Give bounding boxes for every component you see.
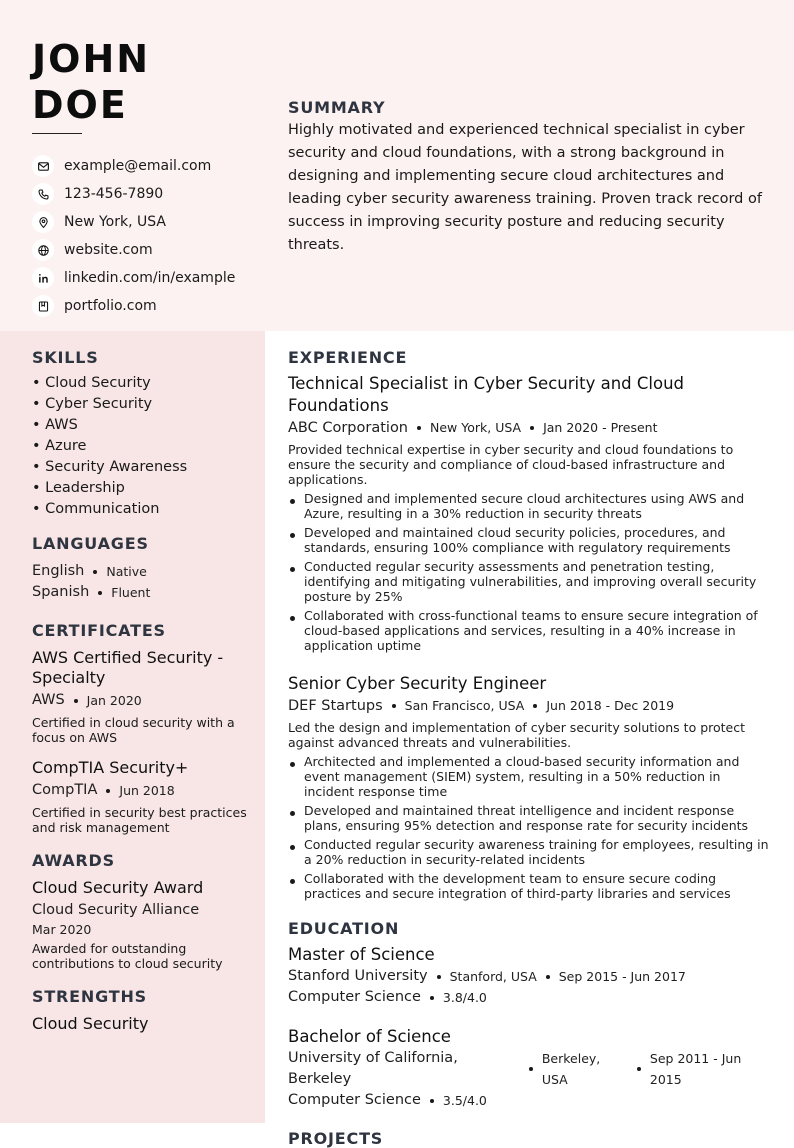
job-company: ABC Corporation: [288, 420, 409, 436]
education-meta: [288, 966, 774, 987]
bullet-item: Developed and maintained cloud security policies, procedures, and standards, ensuring 100% compliance with regulatory requirements: [288, 525, 774, 555]
separator-dot: [546, 975, 550, 979]
globe-icon: [32, 239, 54, 261]
separator-dot: [533, 704, 537, 708]
bullet-item: Architected and implemented a cloud-based security information and event management (SIEM) system, resulting in a 50% reduction in incident response time: [288, 754, 774, 799]
summary-heading: SUMMARY: [288, 98, 386, 117]
candidate-name: JOHN DOE: [32, 37, 151, 127]
projects-heading: PROJECTS: [288, 1129, 384, 1148]
separator-dot: [430, 996, 434, 1000]
language-level: Fluent: [111, 585, 151, 600]
separator-dot: [392, 704, 396, 708]
education-meta: [288, 1048, 774, 1090]
job-meta: [288, 696, 774, 716]
job-location: San Francisco, USA: [404, 698, 525, 713]
education-degree: Bachelor of Science: [288, 1027, 451, 1046]
contact-text: New York, USA: [64, 214, 166, 230]
job-company: DEF Startups: [288, 698, 383, 714]
bullet-item: Conducted regular security awareness training for employees, resulting in a 20% reduction in security-related incidents: [288, 837, 774, 867]
language-item: [32, 582, 247, 603]
bullet-item: Collaborated with the development team to ensure secure coding practices and secure integration of third-party libraries and services: [288, 871, 774, 901]
contact-portfolio[interactable]: [32, 292, 262, 320]
skill-item: • Cloud Security: [32, 375, 151, 391]
bullet-item: Conducted regular security assessments and penetration testing, identifying and mitigating vulnerabilities, and improving overall security posture by 25%: [288, 559, 774, 604]
education-school: University of California, Berkeley: [288, 1050, 458, 1087]
separator-dot: [437, 975, 441, 979]
education-entry: [288, 1026, 774, 1111]
separator-dot: [98, 591, 102, 595]
certificate-meta: [32, 690, 247, 711]
award-item: [32, 878, 247, 971]
skill-item: • Azure: [32, 438, 87, 454]
skill-item: • Leadership: [32, 480, 125, 496]
contact-text: 123-456-7890: [64, 186, 164, 202]
education-gpa: 3.8/4.0: [442, 990, 487, 1005]
contact-phone[interactable]: [32, 180, 262, 208]
job-title: Senior Cyber Security Engineer: [288, 674, 547, 693]
contact-text: linkedin.com/in/example: [64, 270, 236, 286]
education-degree: Master of Science: [288, 945, 435, 964]
separator-dot: [93, 570, 97, 574]
award-organization: Cloud Security Alliance: [32, 902, 200, 918]
location-icon: [32, 211, 54, 233]
language-name: Spanish: [32, 584, 90, 600]
certificate-description: Certified in cloud security with a focus on AWS: [32, 715, 235, 745]
certificates-heading: CERTIFICATES: [32, 621, 166, 640]
contact-text: example@email.com: [64, 158, 212, 174]
contact-location[interactable]: [32, 208, 262, 236]
separator-dot: [74, 699, 78, 703]
contact-list: [32, 152, 262, 320]
contact-linkedin[interactable]: [32, 264, 262, 292]
separator-dot: [430, 1099, 434, 1103]
education-heading: EDUCATION: [288, 919, 400, 938]
skills-list: [32, 373, 247, 520]
language-item: [32, 561, 247, 582]
job-entry: [288, 673, 774, 901]
summary-text: Highly motivated and experienced technical specialist in cyber security and cloud foundations, with a strong background in designing and implementing secure cloud architectures and leading cyber security awareness training. Proven track record of success in improving security posture and reducing security threats.: [288, 122, 762, 253]
strengths-heading: STRENGTHS: [32, 987, 147, 1006]
job-bullets: [288, 491, 774, 653]
job-bullets: [288, 754, 774, 901]
linkedin-icon: [32, 267, 54, 289]
separator-dot: [106, 789, 110, 793]
contact-website[interactable]: [32, 236, 262, 264]
education-entry: [288, 944, 774, 1008]
job-description: Led the design and implementation of cyber security solutions to protect against advanced threats and vulnerabilities.: [288, 720, 746, 750]
certificate-title: CompTIA Security+: [32, 758, 189, 777]
education-gpa: 3.5/4.0: [442, 1093, 487, 1108]
skills-heading: SKILLS: [32, 348, 99, 367]
education-field: Computer Science: [288, 989, 421, 1005]
skill-item: • Security Awareness: [32, 459, 188, 475]
certificate-description: Certified in security best practices and risk management: [32, 805, 247, 835]
education-details: [288, 987, 774, 1008]
job-location: New York, USA: [430, 420, 522, 435]
name-divider: [32, 133, 82, 134]
job-dates: Jan 2020 - Present: [543, 420, 658, 435]
contact-text: website.com: [64, 242, 153, 258]
phone-icon: [32, 183, 54, 205]
certificate-title: AWS Certified Security - Specialty: [32, 648, 224, 687]
award-date: Mar 2020: [32, 922, 92, 937]
strength-item: Cloud Security: [32, 1014, 149, 1033]
job-meta: [288, 418, 774, 438]
language-name: English: [32, 563, 85, 579]
certificate-meta: [32, 780, 247, 801]
certificate-item: [32, 648, 247, 745]
summary-section: [288, 98, 774, 257]
contact-email[interactable]: [32, 152, 262, 180]
education-location: Stanford, USA: [449, 969, 537, 984]
skill-item: • Communication: [32, 501, 160, 517]
skill-item: • AWS: [32, 417, 78, 433]
education-field: Computer Science: [288, 1092, 421, 1108]
languages-heading: LANGUAGES: [32, 534, 149, 553]
portfolio-icon: [32, 295, 54, 317]
job-dates: Jun 2018 - Dec 2019: [546, 698, 675, 713]
education-dates: Sep 2011 - Jun 2015: [649, 1051, 742, 1087]
separator-dot: [417, 426, 421, 430]
job-title: Technical Specialist in Cyber Security and Cloud Foundations: [288, 374, 684, 415]
job-entry: [288, 373, 774, 653]
main-content: [288, 348, 774, 1148]
bullet-item: Designed and implemented secure cloud architectures using AWS and Azure, resulting in a 30% reduction in security threats: [288, 491, 774, 521]
education-dates: Sep 2015 - Jun 2017: [558, 969, 686, 984]
certificate-issuer: AWS: [32, 692, 65, 708]
sidebar: [32, 348, 247, 1034]
bullet-item: Developed and maintained threat intelligence and incident response plans, ensuring 95% detection and response rate for security incidents: [288, 803, 774, 833]
awards-heading: AWARDS: [32, 851, 115, 870]
award-title: Cloud Security Award: [32, 878, 204, 897]
email-icon: [32, 155, 54, 177]
award-description: Awarded for outstanding contributions to cloud security: [32, 941, 223, 971]
certificate-date: Jun 2018: [119, 783, 175, 798]
certificate-date: Jan 2020: [86, 693, 142, 708]
certificate-item: [32, 758, 247, 835]
job-description: Provided technical expertise in cyber security and cloud foundations to ensure the security and compliance of cloud-based infrastructure and applications.: [288, 442, 734, 487]
skill-item: • Cyber Security: [32, 396, 153, 412]
separator-dot: [529, 1067, 533, 1071]
education-location: Berkeley, USA: [541, 1051, 601, 1087]
education-details: [288, 1090, 774, 1111]
contact-text: portfolio.com: [64, 298, 157, 314]
separator-dot: [530, 426, 534, 430]
language-level: Native: [106, 564, 147, 579]
bullet-item: Collaborated with cross-functional teams to ensure secure integration of cloud-based applications and services, resulting in a 40% increase in application uptime: [288, 608, 774, 653]
certificate-issuer: CompTIA: [32, 782, 98, 798]
education-school: Stanford University: [288, 968, 428, 984]
separator-dot: [637, 1067, 641, 1071]
experience-heading: EXPERIENCE: [288, 348, 408, 367]
